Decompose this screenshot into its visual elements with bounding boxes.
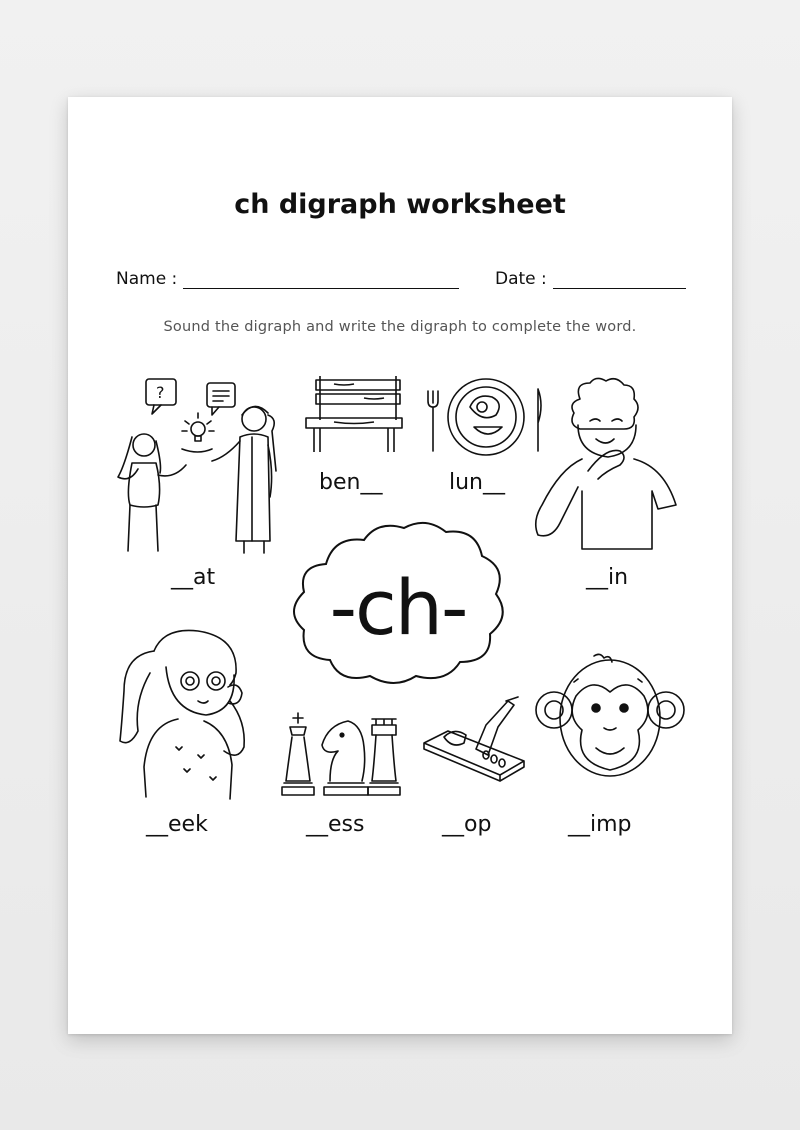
word-lunch: lun__	[449, 470, 505, 495]
svg-text:?: ?	[156, 383, 165, 402]
worksheet-title: ch digraph worksheet	[234, 189, 566, 220]
worksheet-page	[68, 97, 732, 1034]
bench-icon	[304, 374, 404, 456]
name-label: Name :	[116, 269, 178, 289]
chopping-board-icon	[422, 697, 526, 779]
chess-pieces-icon	[280, 711, 404, 799]
girl-touching-cheek-icon	[118, 627, 266, 799]
monkey-face-icon	[534, 652, 686, 784]
word-bench: ben__	[319, 470, 383, 495]
center-digraph: -ch-	[329, 562, 467, 652]
word-chin: __in	[586, 565, 629, 590]
date-field[interactable]	[495, 269, 686, 289]
boy-touching-chin-icon	[534, 379, 682, 559]
instructions-text: Sound the digraph and write the digraph to complete the word.	[163, 319, 637, 335]
people-chatting-icon	[112, 375, 292, 555]
name-blank-line[interactable]	[183, 272, 459, 289]
word-chess: __ess	[306, 812, 365, 837]
word-cheek: __eek	[146, 812, 208, 837]
word-chop: __op	[442, 812, 492, 837]
lunch-plate-icon	[424, 377, 548, 457]
date-blank-line[interactable]	[553, 272, 686, 289]
date-label: Date :	[495, 269, 547, 289]
word-chimp: __imp	[568, 812, 632, 837]
word-chat: __at	[171, 565, 216, 590]
name-field[interactable]	[116, 269, 459, 289]
